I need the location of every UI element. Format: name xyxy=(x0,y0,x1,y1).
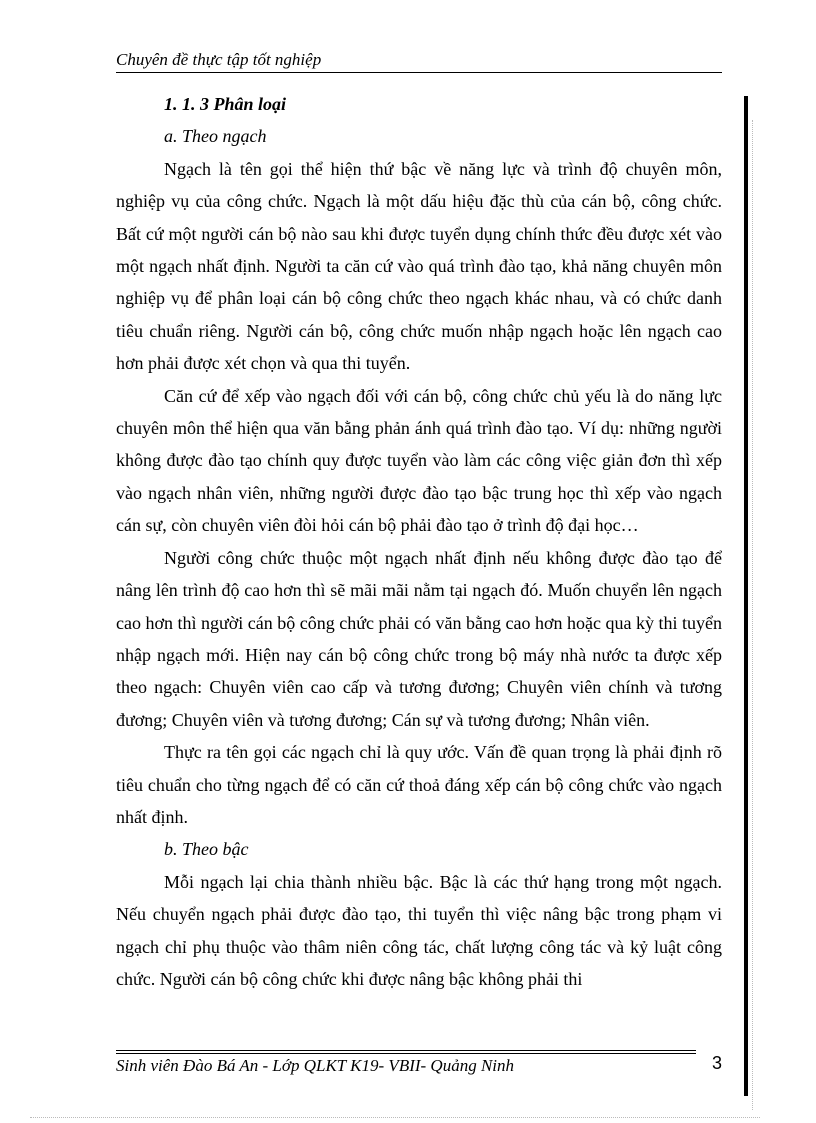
document-body xyxy=(116,88,722,995)
subsection-heading-b: b. Theo bậc xyxy=(164,839,249,860)
paragraph: Người công chức thuộc một ngạch nhất định nếu không được đào tạo để nâng lên trình độ cao hơn thì sẽ mãi mãi nằm tại ngạch đó. Muốn chuyển lên ngạch cao hơn thì người cán bộ công chức phải có văn bằng cao hơn hoặc qua kỳ thi tuyển nhập ngạch mới. Hiện nay cán bộ công chức trong bộ máy nhà nước ta được xếp theo ngạch: Chuyên viên cao cấp và tương đương; Chuyên viên chính và tương đương; Chuyên viên và tương đương; Cán sự và tương đương; Nhân viên. xyxy=(116,547,722,730)
page-edge-dotted-bottom xyxy=(30,1117,760,1118)
page-edge-dotted-right xyxy=(752,120,753,1110)
subsection-heading-a: a. Theo ngạch xyxy=(164,126,267,147)
paragraph: Căn cứ để xếp vào ngạch đối với cán bộ, công chức chủ yếu là do năng lực chuyên môn thể hiện qua văn bằng phản ánh quá trình đào tạo. Ví dụ: những người không được đào tạo chính quy được tuyển vào làm các công việc giản đơn thì xếp vào ngạch nhân viên, những người được đào tạo bậc trung học thì xếp vào ngạch cán sự, còn chuyên viên đòi hỏi cán bộ phải đào tạo ở trình độ đại học… xyxy=(116,385,722,536)
page-number: 3 xyxy=(712,1053,723,1073)
page-header: Chuyên đề thực tập tốt nghiệp xyxy=(116,48,722,73)
page-shadow-right xyxy=(744,96,748,1096)
page-footer: Sinh viên Đào Bá An - Lớp QLKT K19- VBII- Quảng Ninh xyxy=(116,1056,515,1075)
section-heading: 1. 1. 3 Phân loại xyxy=(164,94,287,114)
footer-rule xyxy=(116,1050,696,1051)
paragraph: Mỗi ngạch lại chia thành nhiều bậc. Bậc là các thứ hạng trong một ngạch. Nếu chuyển ngạch phải được đào tạo, thi tuyển thì việc nâng bậc trong phạm vi ngạch chỉ phụ thuộc vào thâm niên công tác, chất lượng công tác và kỷ luật công chức. Người cán bộ công chức khi được nâng bậc không phải thi xyxy=(116,871,722,989)
paragraph: Ngạch là tên gọi thể hiện thứ bậc về năng lực và trình độ chuyên môn, nghiệp vụ của công chức. Ngạch là một dấu hiệu đặc thù của cán bộ, công chức. Bất cứ một người cán bộ nào sau khi được tuyển dụng chính thức đều được xét vào một ngạch nhất định. Người ta căn cứ vào quá trình đào tạo, khả năng chuyên môn nghiệp vụ để phân loại cán bộ công chức theo ngạch khác nhau, và có chức danh tiêu chuẩn riêng. Người cán bộ, công chức muốn nhập ngạch hoặc lên ngạch cao hơn phải được xét chọn và qua thi tuyển. xyxy=(116,158,722,374)
paragraph: Thực ra tên gọi các ngạch chỉ là quy ước. Vấn đề quan trọng là phải định rõ tiêu chuẩn cho từng ngạch để có căn cứ thoả đáng xếp cán bộ công chức vào ngạch nhất định. xyxy=(116,742,722,827)
